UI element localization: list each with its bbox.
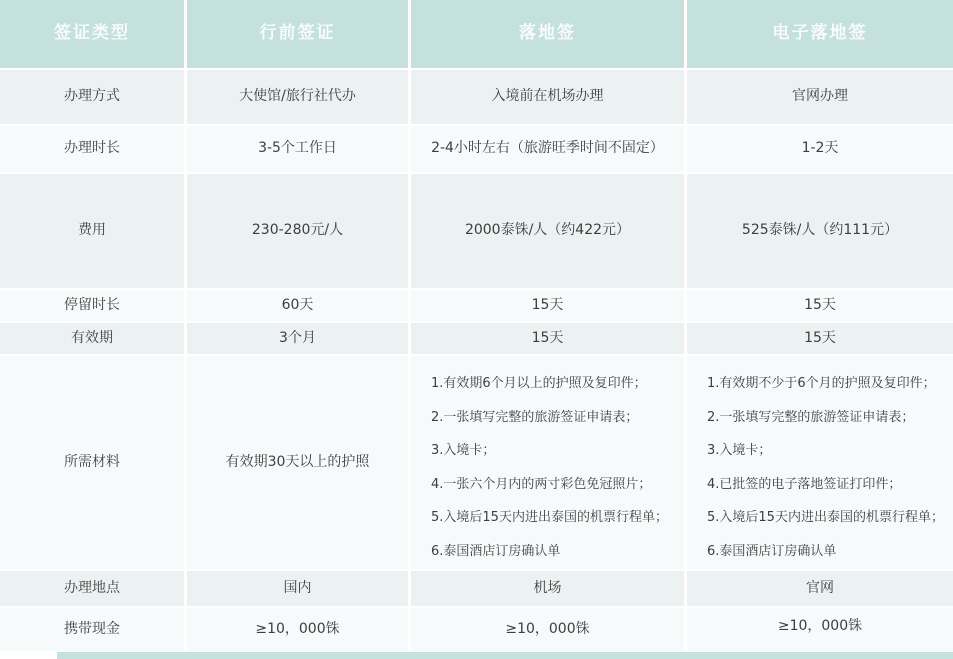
cell-processing-location-voa: 机场 xyxy=(411,571,684,606)
materials-list-item: 3.入境卡； xyxy=(707,443,772,458)
cell-cash-required-voa: ≥10，000铢 xyxy=(411,608,684,651)
cell-processing-time-pre-trip: 3-5个工作日 xyxy=(187,126,408,172)
cell-cash-required-pre-trip: ≥10，000铢 xyxy=(187,608,408,651)
label-stay-duration: 停留时长 xyxy=(0,290,184,321)
cell-processing-method-evoa: 官网办理 xyxy=(687,70,953,124)
cell-stay-duration-voa: 15天 xyxy=(411,290,684,321)
cell-stay-duration-pre-trip: 60天 xyxy=(187,290,408,321)
cell-required-materials-evoa xyxy=(687,356,953,569)
materials-list-item: 5.入境后15天内进出泰国的机票行程单； xyxy=(707,510,944,525)
label-validity: 有效期 xyxy=(0,323,184,354)
cell-cash-required-evoa: ≥10，000铢 xyxy=(687,608,953,651)
cell-fee-pre-trip: 230-280元/人 xyxy=(187,174,408,288)
label-required-materials: 所需材料 xyxy=(0,356,184,569)
materials-list-item: 6.泰国酒店订房确认单 xyxy=(431,543,561,559)
label-cash-required: 携带现金 xyxy=(0,608,184,651)
materials-list-item: 6.泰国酒店订房确认单 xyxy=(707,543,837,559)
materials-list-item: 2.一张填写完整的旅游签证申请表； xyxy=(707,409,915,425)
cell-processing-method-voa: 入境前在机场办理 xyxy=(411,70,684,124)
cell-validity-pre-trip: 3个月 xyxy=(187,323,408,354)
materials-list-item: 2.一张填写完整的旅游签证申请表； xyxy=(431,409,639,425)
materials-list-item: 4.已批签的电子落地签证打印件； xyxy=(707,476,902,492)
cell-processing-location-evoa: 官网 xyxy=(687,571,953,606)
label-processing-time: 办理时长 xyxy=(0,126,184,172)
cell-processing-time-evoa: 1-2天 xyxy=(687,126,953,172)
materials-list-item: 4.一张六个月内的两寸彩色免冠照片； xyxy=(431,476,652,492)
header-visa-on-arrival: 落地签 xyxy=(411,0,684,68)
materials-list-item: 5.入境后15天内进出泰国的机票行程单； xyxy=(431,510,668,525)
materials-list-item: 1.有效期不少于6个月的护照及复印件； xyxy=(707,376,936,391)
materials-list-item: 1.有效期6个月以上的护照及复印件； xyxy=(431,376,647,391)
cell-processing-time-voa: 2-4小时左右（旅游旺季时间不固定） xyxy=(411,126,684,172)
label-processing-method: 办理方式 xyxy=(0,70,184,124)
label-fee: 费用 xyxy=(0,174,184,288)
next-section-header-edge xyxy=(57,652,953,659)
header-visa-type: 签证类型 xyxy=(0,0,184,68)
cell-processing-method-pre-trip: 大使馆/旅行社代办 xyxy=(187,70,408,124)
cell-fee-voa: 2000泰铢/人（约422元） xyxy=(411,174,684,288)
cell-fee-evoa: 525泰铢/人（约111元） xyxy=(687,174,953,288)
cell-stay-duration-evoa: 15天 xyxy=(687,290,953,321)
cell-validity-evoa: 15天 xyxy=(687,323,953,354)
materials-list-item: 3.入境卡； xyxy=(431,443,496,458)
cell-validity-voa: 15天 xyxy=(411,323,684,354)
header-pre-trip-visa: 行前签证 xyxy=(187,0,408,68)
cell-processing-location-pre-trip: 国内 xyxy=(187,571,408,606)
label-processing-location: 办理地点 xyxy=(0,571,184,606)
cell-required-materials-voa xyxy=(411,356,684,569)
cell-required-materials-pre-trip: 有效期30天以上的护照 xyxy=(187,356,408,569)
header-e-visa-on-arrival: 电子落地签 xyxy=(687,0,953,68)
